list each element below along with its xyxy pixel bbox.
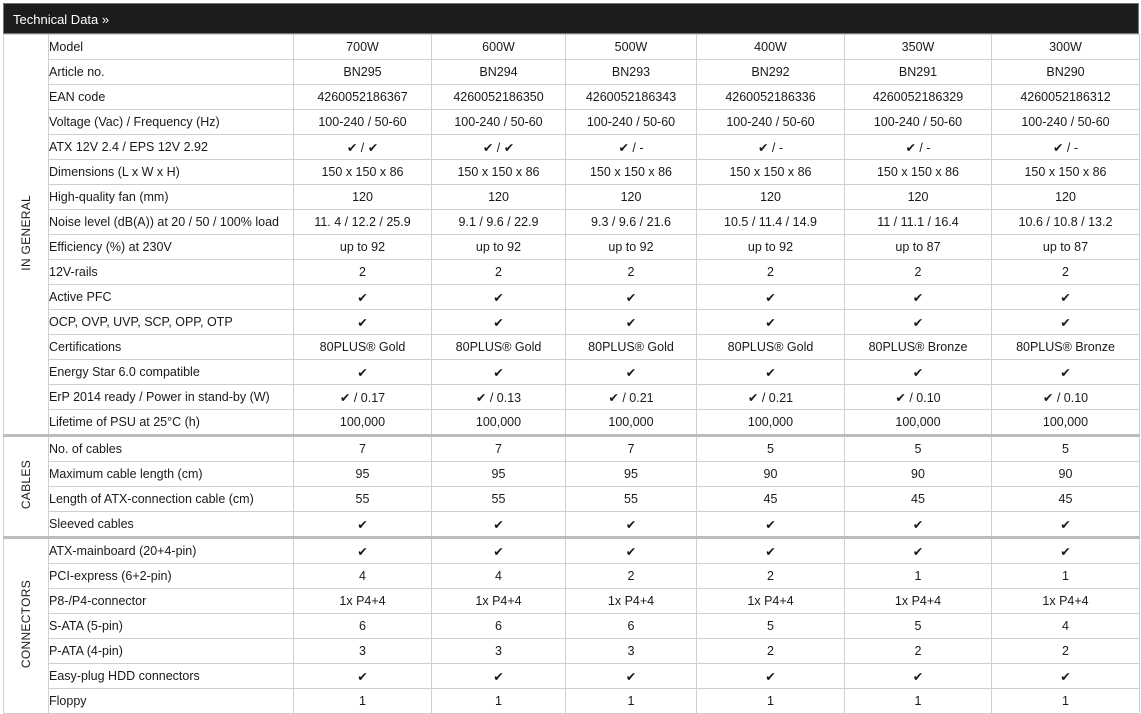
value-cell: 500W — [566, 35, 697, 60]
value-cell: ✔ — [294, 512, 432, 538]
table-row — [4, 35, 1140, 60]
attribute-label: Easy-plug HDD connectors — [49, 664, 294, 689]
value-cell: 80PLUS® Gold — [697, 335, 845, 360]
value-cell: 5 — [845, 436, 992, 462]
attribute-label: EAN code — [49, 85, 294, 110]
value-cell: 9.3 / 9.6 / 21.6 — [566, 210, 697, 235]
value-cell: 7 — [294, 436, 432, 462]
value-cell: ✔ — [697, 664, 845, 689]
value-cell: BN290 — [992, 60, 1140, 85]
value-cell: 150 x 150 x 86 — [566, 160, 697, 185]
value-cell: 1 — [845, 564, 992, 589]
value-cell: 55 — [294, 487, 432, 512]
attribute-label: ErP 2014 ready / Power in stand-by (W) — [49, 385, 294, 410]
table-row — [4, 589, 1140, 614]
table-row — [4, 335, 1140, 360]
value-cell: 4 — [294, 564, 432, 589]
value-cell: 100-240 / 50-60 — [992, 110, 1140, 135]
section-label-cell — [4, 538, 49, 714]
value-cell: ✔ — [992, 512, 1140, 538]
value-cell: 4 — [432, 564, 566, 589]
value-cell: 9.1 / 9.6 / 22.9 — [432, 210, 566, 235]
value-cell: 95 — [566, 462, 697, 487]
attribute-label: Sleeved cables — [49, 512, 294, 538]
table-row — [4, 614, 1140, 639]
value-cell: 5 — [992, 436, 1140, 462]
value-cell: 90 — [992, 462, 1140, 487]
table-row — [4, 160, 1140, 185]
value-cell: 150 x 150 x 86 — [294, 160, 432, 185]
value-cell: 2 — [697, 639, 845, 664]
value-cell: 300W — [992, 35, 1140, 60]
table-row — [4, 135, 1140, 160]
value-cell: 600W — [432, 35, 566, 60]
value-cell: 95 — [294, 462, 432, 487]
value-cell: 10.5 / 11.4 / 14.9 — [697, 210, 845, 235]
value-cell: BN292 — [697, 60, 845, 85]
value-cell: 90 — [845, 462, 992, 487]
value-cell: ✔ — [992, 285, 1140, 310]
attribute-label: Lifetime of PSU at 25°C (h) — [49, 410, 294, 436]
section-label-cell — [4, 35, 49, 436]
attribute-label: Voltage (Vac) / Frequency (Hz) — [49, 110, 294, 135]
table-row — [4, 564, 1140, 589]
attribute-label: S-ATA (5-pin) — [49, 614, 294, 639]
value-cell: ✔ — [697, 285, 845, 310]
table-row — [4, 436, 1140, 462]
value-cell: 95 — [432, 462, 566, 487]
value-cell: ✔ — [566, 285, 697, 310]
value-cell: ✔ — [697, 538, 845, 564]
attribute-label: Maximum cable length (cm) — [49, 462, 294, 487]
value-cell: 4260052186312 — [992, 85, 1140, 110]
value-cell: ✔ — [432, 512, 566, 538]
attribute-label: Model — [49, 35, 294, 60]
table-row — [4, 664, 1140, 689]
value-cell: ✔ — [566, 538, 697, 564]
table-row — [4, 235, 1140, 260]
value-cell: 5 — [845, 614, 992, 639]
value-cell: ✔ — [697, 310, 845, 335]
value-cell: 2 — [992, 260, 1140, 285]
value-cell: 80PLUS® Bronze — [845, 335, 992, 360]
value-cell: ✔ — [845, 512, 992, 538]
value-cell: ✔ / ✔ — [432, 135, 566, 160]
value-cell: ✔ — [432, 285, 566, 310]
attribute-label: P8-/P4-connector — [49, 589, 294, 614]
value-cell: 6 — [294, 614, 432, 639]
value-cell: BN294 — [432, 60, 566, 85]
value-cell: 6 — [566, 614, 697, 639]
value-cell: up to 92 — [697, 235, 845, 260]
table-row — [4, 210, 1140, 235]
value-cell: 45 — [992, 487, 1140, 512]
attribute-label: Active PFC — [49, 285, 294, 310]
value-cell: 1x P4+4 — [992, 589, 1140, 614]
table-row — [4, 285, 1140, 310]
value-cell: 700W — [294, 35, 432, 60]
value-cell: 5 — [697, 436, 845, 462]
value-cell: 150 x 150 x 86 — [992, 160, 1140, 185]
attribute-label: Article no. — [49, 60, 294, 85]
value-cell: 2 — [697, 564, 845, 589]
value-cell: BN295 — [294, 60, 432, 85]
table-row — [4, 639, 1140, 664]
value-cell: ✔ — [294, 538, 432, 564]
value-cell: 11 / 11.1 / 16.4 — [845, 210, 992, 235]
value-cell: 4 — [992, 614, 1140, 639]
value-cell: 100,000 — [697, 410, 845, 436]
value-cell: ✔ — [845, 664, 992, 689]
value-cell: ✔ / 0.10 — [845, 385, 992, 410]
value-cell: ✔ — [566, 664, 697, 689]
value-cell: 120 — [432, 185, 566, 210]
value-cell: ✔ / 0.21 — [697, 385, 845, 410]
table-row — [4, 85, 1140, 110]
table-row — [4, 462, 1140, 487]
value-cell: 5 — [697, 614, 845, 639]
attribute-label: No. of cables — [49, 436, 294, 462]
attribute-label: High-quality fan (mm) — [49, 185, 294, 210]
value-cell: 100,000 — [294, 410, 432, 436]
value-cell: ✔ — [845, 310, 992, 335]
value-cell: 1x P4+4 — [566, 589, 697, 614]
attribute-label: Dimensions (L x W x H) — [49, 160, 294, 185]
value-cell: ✔ — [566, 512, 697, 538]
value-cell: 2 — [992, 639, 1140, 664]
value-cell: 2 — [845, 260, 992, 285]
table-row — [4, 487, 1140, 512]
value-cell: 4260052186329 — [845, 85, 992, 110]
value-cell: 55 — [432, 487, 566, 512]
value-cell: 120 — [992, 185, 1140, 210]
value-cell: ✔ — [566, 310, 697, 335]
value-cell: 100-240 / 50-60 — [294, 110, 432, 135]
value-cell: ✔ — [294, 285, 432, 310]
value-cell: ✔ / 0.10 — [992, 385, 1140, 410]
section-title-bar: Technical Data » — [3, 3, 1139, 34]
attribute-label: Noise level (dB(A)) at 20 / 50 / 100% load — [49, 210, 294, 235]
table-row — [4, 360, 1140, 385]
value-cell: 1 — [992, 564, 1140, 589]
value-cell: 4260052186367 — [294, 85, 432, 110]
value-cell: ✔ — [294, 310, 432, 335]
value-cell: 100-240 / 50-60 — [432, 110, 566, 135]
value-cell: 2 — [294, 260, 432, 285]
value-cell: up to 92 — [294, 235, 432, 260]
attribute-label: 12V-rails — [49, 260, 294, 285]
table-row — [4, 110, 1140, 135]
table-row — [4, 260, 1140, 285]
attribute-label: Energy Star 6.0 compatible — [49, 360, 294, 385]
table-row — [4, 310, 1140, 335]
value-cell: ✔ / 0.21 — [566, 385, 697, 410]
value-cell: 100,000 — [992, 410, 1140, 436]
attribute-label: ATX 12V 2.4 / EPS 12V 2.92 — [49, 135, 294, 160]
value-cell: 6 — [432, 614, 566, 639]
value-cell: ✔ — [992, 360, 1140, 385]
value-cell: 2 — [566, 564, 697, 589]
value-cell: ✔ — [432, 664, 566, 689]
value-cell: BN293 — [566, 60, 697, 85]
value-cell: 7 — [566, 436, 697, 462]
value-cell: ✔ — [294, 360, 432, 385]
value-cell: ✔ / ✔ — [294, 135, 432, 160]
value-cell: ✔ — [992, 310, 1140, 335]
attribute-label: Length of ATX-connection cable (cm) — [49, 487, 294, 512]
table-row — [4, 185, 1140, 210]
value-cell: 7 — [432, 436, 566, 462]
value-cell: 55 — [566, 487, 697, 512]
value-cell: ✔ — [432, 360, 566, 385]
value-cell: up to 87 — [992, 235, 1140, 260]
value-cell: 2 — [845, 639, 992, 664]
attribute-label: OCP, OVP, UVP, SCP, OPP, OTP — [49, 310, 294, 335]
value-cell: ✔ — [845, 360, 992, 385]
value-cell: ✔ / 0.17 — [294, 385, 432, 410]
value-cell: BN291 — [845, 60, 992, 85]
value-cell: ✔ / - — [992, 135, 1140, 160]
value-cell: 100,000 — [566, 410, 697, 436]
value-cell: ✔ / - — [566, 135, 697, 160]
value-cell: 3 — [566, 639, 697, 664]
value-cell: ✔ / 0.13 — [432, 385, 566, 410]
value-cell: 80PLUS® Gold — [294, 335, 432, 360]
section-label-cell — [4, 436, 49, 538]
value-cell: 150 x 150 x 86 — [845, 160, 992, 185]
value-cell: 45 — [697, 487, 845, 512]
section-label: CONNECTORS — [19, 580, 33, 669]
value-cell: 120 — [697, 185, 845, 210]
table-row — [4, 410, 1140, 436]
value-cell: 10.6 / 10.8 / 13.2 — [992, 210, 1140, 235]
attribute-label: Efficiency (%) at 230V — [49, 235, 294, 260]
value-cell: 80PLUS® Bronze — [992, 335, 1140, 360]
value-cell: 90 — [697, 462, 845, 487]
table-row — [4, 512, 1140, 538]
value-cell: ✔ / - — [697, 135, 845, 160]
value-cell: up to 92 — [566, 235, 697, 260]
value-cell: ✔ — [992, 664, 1140, 689]
value-cell: 1x P4+4 — [845, 589, 992, 614]
table-row — [4, 538, 1140, 564]
value-cell: 3 — [432, 639, 566, 664]
value-cell: 120 — [845, 185, 992, 210]
value-cell: 100-240 / 50-60 — [845, 110, 992, 135]
value-cell: 1x P4+4 — [294, 589, 432, 614]
section-label: IN GENERAL — [19, 195, 33, 271]
value-cell: 1 — [992, 689, 1140, 714]
value-cell: 1 — [566, 689, 697, 714]
value-cell: 80PLUS® Gold — [566, 335, 697, 360]
value-cell: up to 92 — [432, 235, 566, 260]
value-cell: 150 x 150 x 86 — [432, 160, 566, 185]
value-cell: 2 — [566, 260, 697, 285]
value-cell: 3 — [294, 639, 432, 664]
value-cell: 1 — [845, 689, 992, 714]
value-cell: 4260052186343 — [566, 85, 697, 110]
value-cell: 4260052186336 — [697, 85, 845, 110]
value-cell: ✔ — [566, 360, 697, 385]
value-cell: 4260052186350 — [432, 85, 566, 110]
value-cell: ✔ — [845, 538, 992, 564]
value-cell: 2 — [697, 260, 845, 285]
value-cell: 1 — [432, 689, 566, 714]
attribute-label: PCI-express (6+2-pin) — [49, 564, 294, 589]
value-cell: ✔ — [697, 512, 845, 538]
value-cell: 120 — [294, 185, 432, 210]
section-label: CABLES — [19, 460, 33, 510]
value-cell: 1 — [697, 689, 845, 714]
spec-table — [3, 34, 1140, 714]
value-cell: ✔ — [294, 664, 432, 689]
value-cell: ✔ — [432, 538, 566, 564]
value-cell: ✔ — [697, 360, 845, 385]
value-cell: 2 — [432, 260, 566, 285]
value-cell: ✔ — [992, 538, 1140, 564]
table-row — [4, 689, 1140, 714]
attribute-label: ATX-mainboard (20+4-pin) — [49, 538, 294, 564]
attribute-label: Certifications — [49, 335, 294, 360]
value-cell: 100-240 / 50-60 — [566, 110, 697, 135]
value-cell: 45 — [845, 487, 992, 512]
value-cell: ✔ — [432, 310, 566, 335]
attribute-label: P-ATA (4-pin) — [49, 639, 294, 664]
value-cell: 1x P4+4 — [432, 589, 566, 614]
value-cell: 100-240 / 50-60 — [697, 110, 845, 135]
table-row — [4, 385, 1140, 410]
value-cell: ✔ / - — [845, 135, 992, 160]
attribute-label: Floppy — [49, 689, 294, 714]
value-cell: 400W — [697, 35, 845, 60]
value-cell: 1x P4+4 — [697, 589, 845, 614]
value-cell: up to 87 — [845, 235, 992, 260]
value-cell: ✔ — [845, 285, 992, 310]
value-cell: 350W — [845, 35, 992, 60]
table-row — [4, 60, 1140, 85]
value-cell: 80PLUS® Gold — [432, 335, 566, 360]
value-cell: 11. 4 / 12.2 / 25.9 — [294, 210, 432, 235]
value-cell: 1 — [294, 689, 432, 714]
value-cell: 100,000 — [845, 410, 992, 436]
value-cell: 150 x 150 x 86 — [697, 160, 845, 185]
value-cell: 120 — [566, 185, 697, 210]
value-cell: 100,000 — [432, 410, 566, 436]
